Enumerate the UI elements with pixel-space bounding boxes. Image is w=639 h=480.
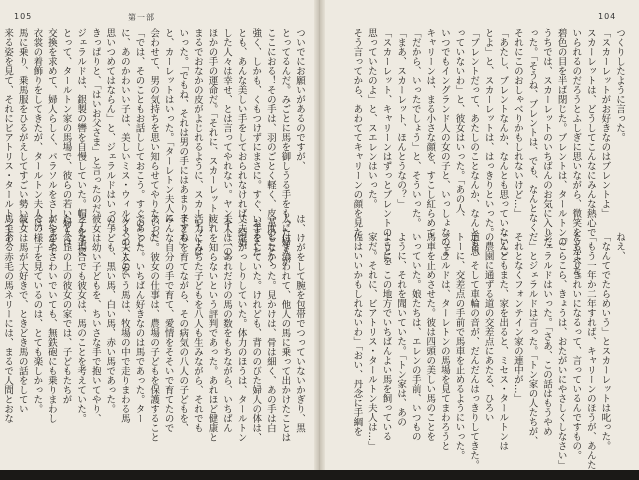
- text-column: 一度もなかった。見かけは、骨は細く、あの手は白: [264, 214, 276, 433]
- text-column: であった。いちばん好きなのは馬であった。ター: [133, 214, 145, 423]
- text-column: きっぱりと、「はいお父さま」と言ったのだ。: [89, 28, 101, 223]
- text-column: 「もう一年か二年すれば、キャリーンのほうが、あんた: [584, 232, 596, 470]
- right-page-number: 104: [598, 12, 617, 21]
- text-column: 馬である赤毛の馬ネリーには、まるで人間とおな: [2, 214, 14, 423]
- text-column: みんな自分の手で育て、愛情をそそいで育てたので: [162, 214, 174, 433]
- text-column: 「まあ、スカーレット、ほんとうなの？」: [395, 28, 407, 209]
- text-column: 馬車を止めさせた。彼は四頭の美しい馬のことを: [424, 232, 436, 441]
- text-column: 彼女は幼い子どもを、ちいさな手で抱いてやり、: [89, 214, 101, 423]
- text-column: と、カーレットはいった。「ターレトン夫人に: [162, 28, 174, 223]
- text-column: いつでもイングランド人の女の子と、いっしょなのよ」: [438, 28, 450, 266]
- text-column: 佐はいいかもしれないわ」「おい、丹念に手綱を: [351, 232, 363, 437]
- text-column: その様子を見ているのは、とても楽しかった。: [31, 214, 43, 414]
- page-bottom-edge: [0, 470, 639, 480]
- text-column: いられるのだろうとふしぎに思いながら、微笑をうかべた。: [570, 28, 582, 285]
- text-column: の農園に通ずる道の交差点にあたる、ひろい: [482, 232, 494, 422]
- text-column: こんどもまた、家を出ると、ミセス・タールトンは: [497, 232, 509, 451]
- text-column: ジェラルドはいった。「さあ、この話はもうやめ: [541, 232, 553, 437]
- text-column: たとえ丘の上の彼女の家では、子どもたちが: [60, 214, 72, 404]
- text-column: 子どもを育てながら、その病気の八人の子どもを、: [177, 214, 189, 433]
- text-column: 思っていたのよ」と、スエレンはいった。: [365, 28, 377, 209]
- text-column: どんな場合でも彼女は、馬のことを考えていた。: [75, 214, 87, 423]
- text-column: トーに、交差点の手前で馬車を止めるようにいった。: [453, 232, 465, 460]
- text-column: 会わせて、男の気持ちを思い知らせてやりたいわ」: [148, 28, 160, 247]
- text-column: ついでにお願いがあるのですが、: [294, 28, 305, 171]
- text-column: 碧色の目を半ば閉じた。ブレントは、タールトンの: [555, 28, 567, 247]
- text-column: それとなくフォンテイン家の連中が…」: [511, 232, 523, 403]
- text-column: いった。「でもね、それは男の手にはあまりますね」: [177, 28, 189, 252]
- text-column: いっていた。娘たちは、エレンの手前、いつもの: [409, 232, 421, 441]
- text-column: 思いつめてはならん」と、ジェラルドはいった。: [104, 28, 116, 237]
- text-column: ように、この地方でいちばんよい馬を飼っている: [380, 232, 392, 441]
- text-column: 彼女は馬が大好きで、ときどき馬の話をしてい: [16, 214, 28, 414]
- text-column: ほかの手の運命だ。「それに、スカーレット…」: [206, 28, 218, 233]
- text-column: 「なんてでたらめいう」とスカーレットは叱った。: [599, 232, 611, 451]
- text-column: 馬に乗り、乗馬服をひるがえしてすごい勢いで: [16, 28, 28, 228]
- text-column: 「スカーレットがお好きなのはブレントよ」: [599, 28, 611, 218]
- text-column: は、けがをして腕を包帯でつっていないかぎり、黒: [294, 214, 305, 433]
- text-column: とって、タールトン家の馬場で、彼らの若い婦人は、: [60, 28, 72, 256]
- book-gutter: [314, 0, 325, 480]
- text-column: 活力にみちた子どもを八人も生みながら、それでも: [191, 214, 203, 433]
- text-column: 衣裳の着飾りをしてきたが、タールトン夫人は、: [31, 28, 43, 237]
- left-page-number: 105: [14, 12, 33, 21]
- text-column: 家だ。それに、ビアトリス・タールトン夫人は…」: [365, 232, 377, 451]
- text-column: 強く、しかも、くもつけずにまさに。すぐ、おまえた: [250, 28, 262, 256]
- text-column: 「あたし、ブレントなんか、なんとも思っていないこ: [497, 28, 509, 256]
- text-column: スカーレットは、どうしてこんなにみんな熱心で: [584, 28, 596, 237]
- text-column: 来る姿を見て、それにビアトリス・タールトン夫人: [2, 28, 14, 247]
- text-column: そう言ってから、あわててキャリーンの顔を見た。: [351, 28, 363, 247]
- text-column: とも、あんな美しい手をしておられなければ、結婚: [235, 28, 247, 247]
- text-column: たちよりきれいになるって、言っているんですもの。: [570, 232, 582, 460]
- text-column: 道を、そして車輪の音が、だんだんはっきりしてきた。: [468, 232, 480, 470]
- text-column: がやがやさわいでいても、無鉄砲にも乗りまわし: [45, 214, 57, 423]
- text-column: 交換を求めて、婦人らしく、パラソルをさしたままで: [45, 28, 57, 256]
- right-lower-text: [330, 232, 626, 470]
- text-column: った。「そうね、ブレントは、でも、なんとなく: [526, 28, 538, 233]
- text-column: した人々は幸せ、とは言ってやれない。ヤンキー〔の〕: [221, 28, 233, 266]
- text-column: それにこのおしゃべりかもしれないけど…」: [511, 28, 523, 218]
- text-column: 「だから、いったでしょう」と、そういった。: [409, 28, 421, 228]
- text-column: 「ブレントだって、あたしのことなんか、なんとも思: [468, 28, 480, 256]
- chapter-header: 第一部: [128, 13, 155, 22]
- text-column: 「スカーレット、キャリーンはずっとブレントのことを: [380, 28, 392, 266]
- text-column: に、あのかわいい子は、美しいミス・ウィルクスのことを: [118, 28, 130, 275]
- text-column: つくりしたように言った。: [614, 28, 625, 142]
- text-column: ジェラルドは、ターレトンの馬場を見てまわろうと: [438, 232, 450, 451]
- text-column: キャリーンは、まる小さな顔を、すこし紅らめて: [424, 28, 436, 237]
- left-lower-text: [2, 214, 306, 454]
- text-column: うちでは、スカーレットのいちばんのお気に入りだ: [541, 28, 553, 247]
- text-column: い手をしていた。けれども、背ののびた婦人の体は、: [250, 214, 262, 442]
- left-upper-text: [2, 28, 306, 275]
- text-column: あった。彼女の仕事は、農場の子どもを保護すること: [148, 214, 160, 442]
- text-column: ねえ、: [614, 232, 625, 261]
- text-column: とってるんだ。みごとに馬を御しうる手をもった婦人が: [279, 28, 291, 266]
- text-column: とよ」と、スカーレットは、はっきりといった。: [482, 28, 494, 237]
- text-column: ルトン夫人のいう馬は、牧場の中で走りまわる馬: [118, 214, 130, 423]
- text-column: っていないわ」と、彼女はいった。「あの人、: [453, 28, 465, 223]
- text-column: ここにおる！その手は、羽のごとく軽く、皮革のごとく: [264, 28, 276, 266]
- text-column: 夫人は、あれだけの馬の数をもちながら、いちばん: [221, 214, 233, 433]
- text-column: 人に付き添われて、他人の馬に乗って出かけたことは: [279, 214, 291, 442]
- text-column: ように、それを聞いていた。「トン家は、あの: [395, 232, 407, 427]
- text-column: の子ども、黒い馬、白い馬、赤い馬であった。: [104, 214, 116, 414]
- text-column: まるでおなかの皮がよじれるように、スカーレットは: [191, 28, 203, 256]
- text-column: 丈夫でがっしりしていた。体力のほうは、タールトン: [235, 214, 247, 442]
- text-column: ジェラルドは、銀製の轡を自慢していた。帽子を手に: [75, 28, 87, 256]
- text-column: 「こらこら、きょうは、おたがいにやさしくしなさい」: [555, 232, 567, 470]
- text-column: だ」とジェラルドは言った。「トン家の人たちが、: [526, 232, 538, 446]
- text-column: 「では、そのこともお話ししておこう。すぐのこと: [133, 28, 145, 247]
- text-column: 疲れを知らないという評判であった。あれほど健康と: [206, 214, 218, 442]
